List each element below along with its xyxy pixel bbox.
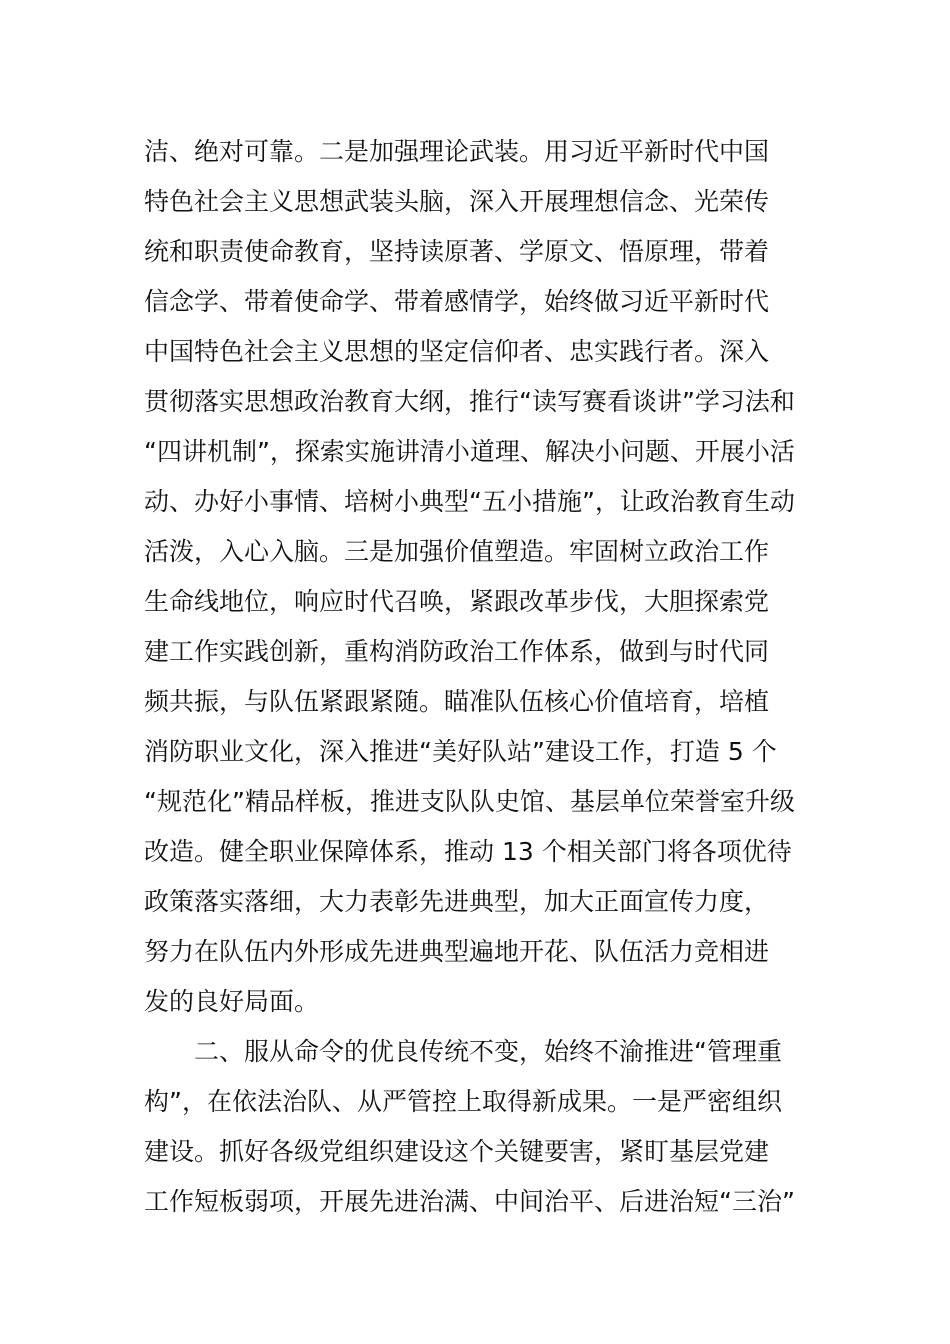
text-line: 构”，在依法治队、从严管控上取得新成果。一是严密组织: [144, 1087, 782, 1116]
text-line: 建工作实践创新，重构消防政治工作体系，做到与时代同: [144, 637, 770, 666]
text-line: 贯彻落实思想政治教育大纲，推行“读写赛看谈讲”学习法和: [144, 387, 795, 416]
text-line: 频共振，与队伍紧跟紧随。瞄准队伍核心价值培育，培植: [144, 687, 770, 716]
text-line: 洁、绝对可靠。二是加强理论武装。用习近平新时代中国: [144, 137, 770, 166]
section-heading-line: 二、服从命令的优良传统不变，始终不渝推进“管理重: [194, 1037, 782, 1066]
text-line: “规范化”精品样板，推进支队队史馆、基层单位荣誉室升级: [144, 787, 795, 816]
text-line: 活泼，入心入脑。三是加强价值塑造。牢固树立政治工作: [144, 537, 770, 566]
text-line: 统和职责使命教育，坚持读原著、学原文、悟原理，带着: [144, 237, 770, 266]
text-line: 生命线地位，响应时代召唤，紧跟改革步伐，大胆探索党: [144, 587, 770, 616]
text-line: 工作短板弱项，开展先进治满、中间治平、后进治短“三治”: [144, 1187, 795, 1216]
body-text: [144, 127, 809, 1227]
text-line: 特色社会主义思想武装头脑，深入开展理想信念、光荣传: [144, 187, 770, 216]
text-line: 消防职业文化，深入推进“美好队站”建设工作，打造 5 个: [144, 737, 777, 766]
text-line: “四讲机制”，探索实施讲清小道理、解决小问题、开展小活: [144, 437, 795, 466]
text-line: 信念学、带着使命学、带着感情学，始终做习近平新时代: [144, 287, 770, 316]
text-line: 改造。健全职业保障体系，推动 13 个相关部门将各项优待: [144, 837, 792, 866]
text-line: 动、办好小事情、培树小典型“五小措施”，让政治教育生动: [144, 487, 795, 516]
text-line: 建设。抓好各级党组织建设这个关键要害，紧盯基层党建: [144, 1137, 770, 1166]
text-line: 中国特色社会主义思想的坚定信仰者、忠实践行者。深入: [144, 337, 770, 366]
text-line: 发的良好局面。: [144, 987, 320, 1016]
text-line: 努力在队伍内外形成先进典型遍地开花、队伍活力竞相进: [144, 937, 770, 966]
text-line: 政策落实落细，大力表彰先进典型，加大正面宣传力度，: [144, 887, 770, 916]
